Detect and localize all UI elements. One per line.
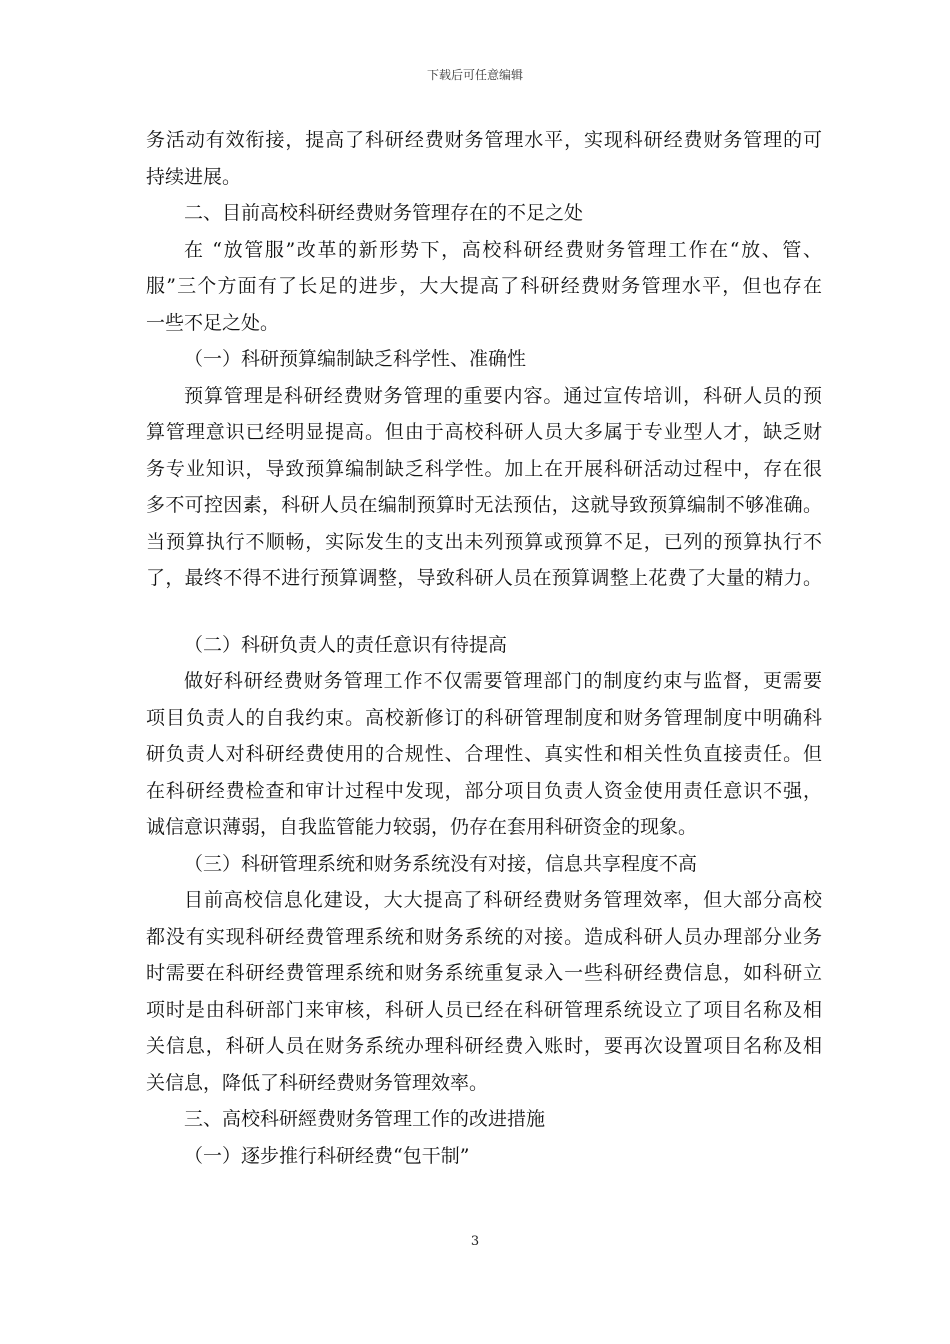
text-line: 三、高校科研經费财务管理工作的改进措施 xyxy=(184,1108,546,1130)
text-line: 务活动有效衔接，提高了科研经费财务管理水平，实现科研经费财务管理的可 xyxy=(146,129,822,151)
text-line: （三）科研管理系统和财务系统没有对接，信息共享程度不高 xyxy=(184,852,698,875)
text-line: 项目负责人的自我约束。高校新修订的科研管理制度和财务管理制度中明确科 xyxy=(146,706,822,729)
text-line: 当预算执行不顺畅，实际发生的支出未列预算或预算不足，已列的预算执行不 xyxy=(146,530,822,553)
text-line: 做好科研经费财务管理工作不仅需要管理部门的制度约束与监督，更需要 xyxy=(184,670,822,692)
text-line: 算管理意识已经明显提高。但由于高校科研人员大多属于专业型人才，缺乏财 xyxy=(146,421,822,443)
text-line: 都没有实现科研经费管理系统和财务系统的对接。造成科研人员办理部分业务 xyxy=(146,925,822,948)
text-line: 在 “放管服”改革的新形势下，高校科研经费财务管理工作在“放、管、 xyxy=(184,238,822,261)
text-line: 二、目前高校科研经费财务管理存在的不足之处 xyxy=(184,202,584,224)
text-line: 了，最终不得不进行预算调整，导致科研人员在预算调整上花费了大量的精力。 xyxy=(146,567,822,589)
text-line: 预算管理是科研经费财务管理的重要内容。通过宣传培训，科研人员的预 xyxy=(184,384,822,407)
text-line: 在科研经费检查和审计过程中发现，部分项目负责人资金使用责任意识不强， xyxy=(146,779,822,802)
text-line: （二）科研负责人的责任意识有待提高 xyxy=(184,633,508,656)
text-line: 目前高校信息化建设，大大提高了科研经费财务管理效率，但大部分高校 xyxy=(184,889,822,911)
text-line: 项时是由科研部门来审核，科研人员已经在科研管理系统设立了项目名称及相 xyxy=(146,998,822,1021)
text-line: （一）逐步推行科研经费“包干制” xyxy=(184,1144,470,1167)
page-number: 3 xyxy=(470,1234,480,1249)
text-line: 研负责人对科研经费使用的合规性、合理性、真实性和相关性负直接责任。但 xyxy=(146,743,822,765)
text-line: 持续进展。 xyxy=(146,165,242,188)
text-line: 关信息，降低了科研经费财务管理效率。 xyxy=(146,1071,489,1094)
text-line: 多不可控因素，科研人员在编制预算时无法预估，这就导致预算编制不够准确。 xyxy=(146,494,822,516)
text-line: 服”三个方面有了长足的进步，大大提高了科研经费财务管理水平，但也存在 xyxy=(146,275,822,297)
text-line: 时需要在科研经费管理系统和财务系统重复录入一些科研经费信息，如科研立 xyxy=(146,962,822,984)
document-body xyxy=(146,122,822,1174)
text-line: 诚信意识薄弱，自我监管能力较弱，仍存在套用科研资金的现象。 xyxy=(146,816,698,838)
text-line: 一些不足之处。 xyxy=(146,311,280,334)
text-line: 务专业知识，导致预算编制缺乏科学性。加上在开展科研活动过程中，存在很 xyxy=(146,457,822,480)
text-line: 关信息，科研人员在财务系统办理科研经费入账时，要再次设置项目名称及相 xyxy=(146,1035,822,1057)
paragraph-gap xyxy=(146,597,822,627)
page-header: 下载后可任意编辑 xyxy=(426,68,523,82)
text-line: （一）科研预算编制缺乏科学性、准确性 xyxy=(184,348,527,370)
